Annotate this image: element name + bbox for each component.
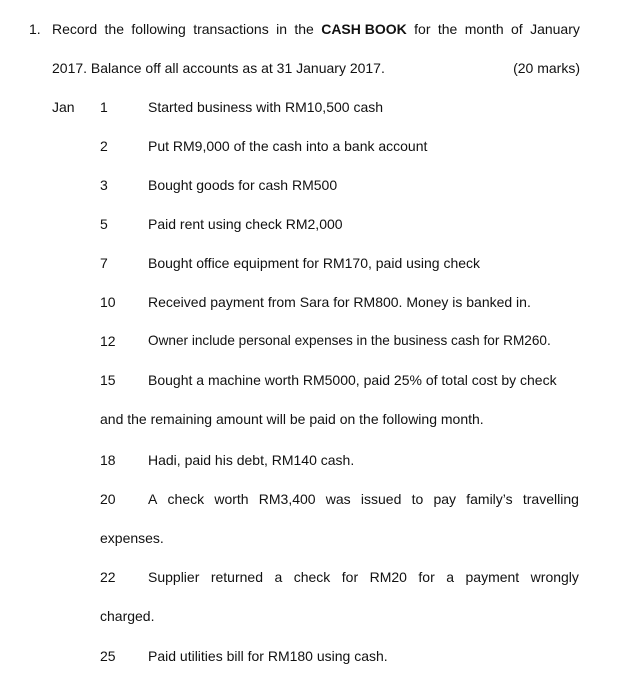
- transaction-word: family’s: [466, 491, 513, 507]
- transaction-word: was: [325, 491, 351, 507]
- transaction-day: 3: [100, 177, 108, 193]
- transaction-day: 25: [100, 648, 116, 664]
- transaction-text: Put RM9,000 of the cash into a bank account: [148, 138, 428, 154]
- question-word: January: [530, 21, 580, 37]
- transaction-text: Received payment from Sara for RM800. Money is banked in.: [148, 294, 531, 310]
- marks-label: (20 marks): [513, 60, 580, 76]
- transaction-text: Owner include personal expenses in the business cash for RM260.: [148, 333, 551, 348]
- question-word: month: [464, 21, 504, 37]
- question-word: following: [131, 21, 186, 37]
- transaction-word: payment: [465, 569, 520, 585]
- transaction-word: a: [274, 569, 283, 585]
- transaction-word: Supplier: [148, 569, 200, 585]
- transaction-day: 20: [100, 491, 116, 507]
- transaction-day: 7: [100, 255, 108, 271]
- transaction-text: Bought a machine worth RM5000, paid 25% of total cost by check: [148, 372, 557, 388]
- transaction-day: 5: [100, 216, 108, 232]
- transaction-text: Paid rent using check RM2,000: [148, 216, 343, 232]
- transaction-text: Paid utilities bill for RM180 using cash.: [148, 648, 388, 664]
- transaction-word: A: [148, 491, 158, 507]
- transaction-day: 2: [100, 138, 108, 154]
- question-text-line-2: 2017. Balance off all accounts as at 31 January 2017.: [52, 60, 385, 76]
- transaction-day: 1: [100, 99, 108, 115]
- question-word: of: [511, 21, 523, 37]
- month-label: Jan: [52, 99, 75, 115]
- question-word: in: [276, 21, 287, 37]
- transaction-word: check: [167, 491, 205, 507]
- transaction-text: Hadi, paid his debt, RM140 cash.: [148, 452, 355, 468]
- transaction-word: worth: [214, 491, 249, 507]
- transaction-text: [148, 490, 579, 508]
- transaction-continuation: charged.: [100, 608, 155, 624]
- question-word: the: [104, 21, 124, 37]
- transaction-text: Bought office equipment for RM170, paid using check: [148, 255, 481, 271]
- transaction-word: for: [341, 569, 359, 585]
- question-word: the: [437, 21, 458, 37]
- transaction-word: wrongly: [530, 569, 579, 585]
- transaction-text: [148, 568, 579, 586]
- transaction-day: 15: [100, 372, 116, 388]
- transaction-text: Bought goods for cash RM500: [148, 177, 338, 193]
- transaction-day: 18: [100, 452, 116, 468]
- question-word: transactions: [193, 21, 269, 37]
- transaction-day: 10: [100, 294, 116, 310]
- transaction-word: check: [293, 569, 331, 585]
- transaction-day: 22: [100, 569, 116, 585]
- transaction-word: issued: [360, 491, 402, 507]
- transaction-word: RM3,400: [258, 491, 316, 507]
- cash-book-term: CASH BOOK: [321, 21, 407, 37]
- transaction-word: travelling: [522, 491, 579, 507]
- transaction-text: Started business with RM10,500 cash: [148, 99, 384, 115]
- transaction-continuation: expenses.: [100, 530, 164, 546]
- question-text-line-1: [52, 20, 580, 38]
- transaction-word: a: [446, 569, 455, 585]
- question-word: Record: [52, 21, 98, 37]
- transaction-word: pay: [433, 491, 457, 507]
- transaction-word: RM20: [369, 569, 407, 585]
- transaction-word: returned: [210, 569, 263, 585]
- transaction-word: to: [411, 491, 424, 507]
- question-word: for: [414, 21, 431, 37]
- question-word: the: [294, 21, 314, 37]
- transaction-continuation: and the remaining amount will be paid on the following month.: [100, 411, 484, 427]
- transaction-day: 12: [100, 333, 116, 349]
- question-number: 1.: [29, 21, 41, 37]
- transaction-word: for: [418, 569, 435, 585]
